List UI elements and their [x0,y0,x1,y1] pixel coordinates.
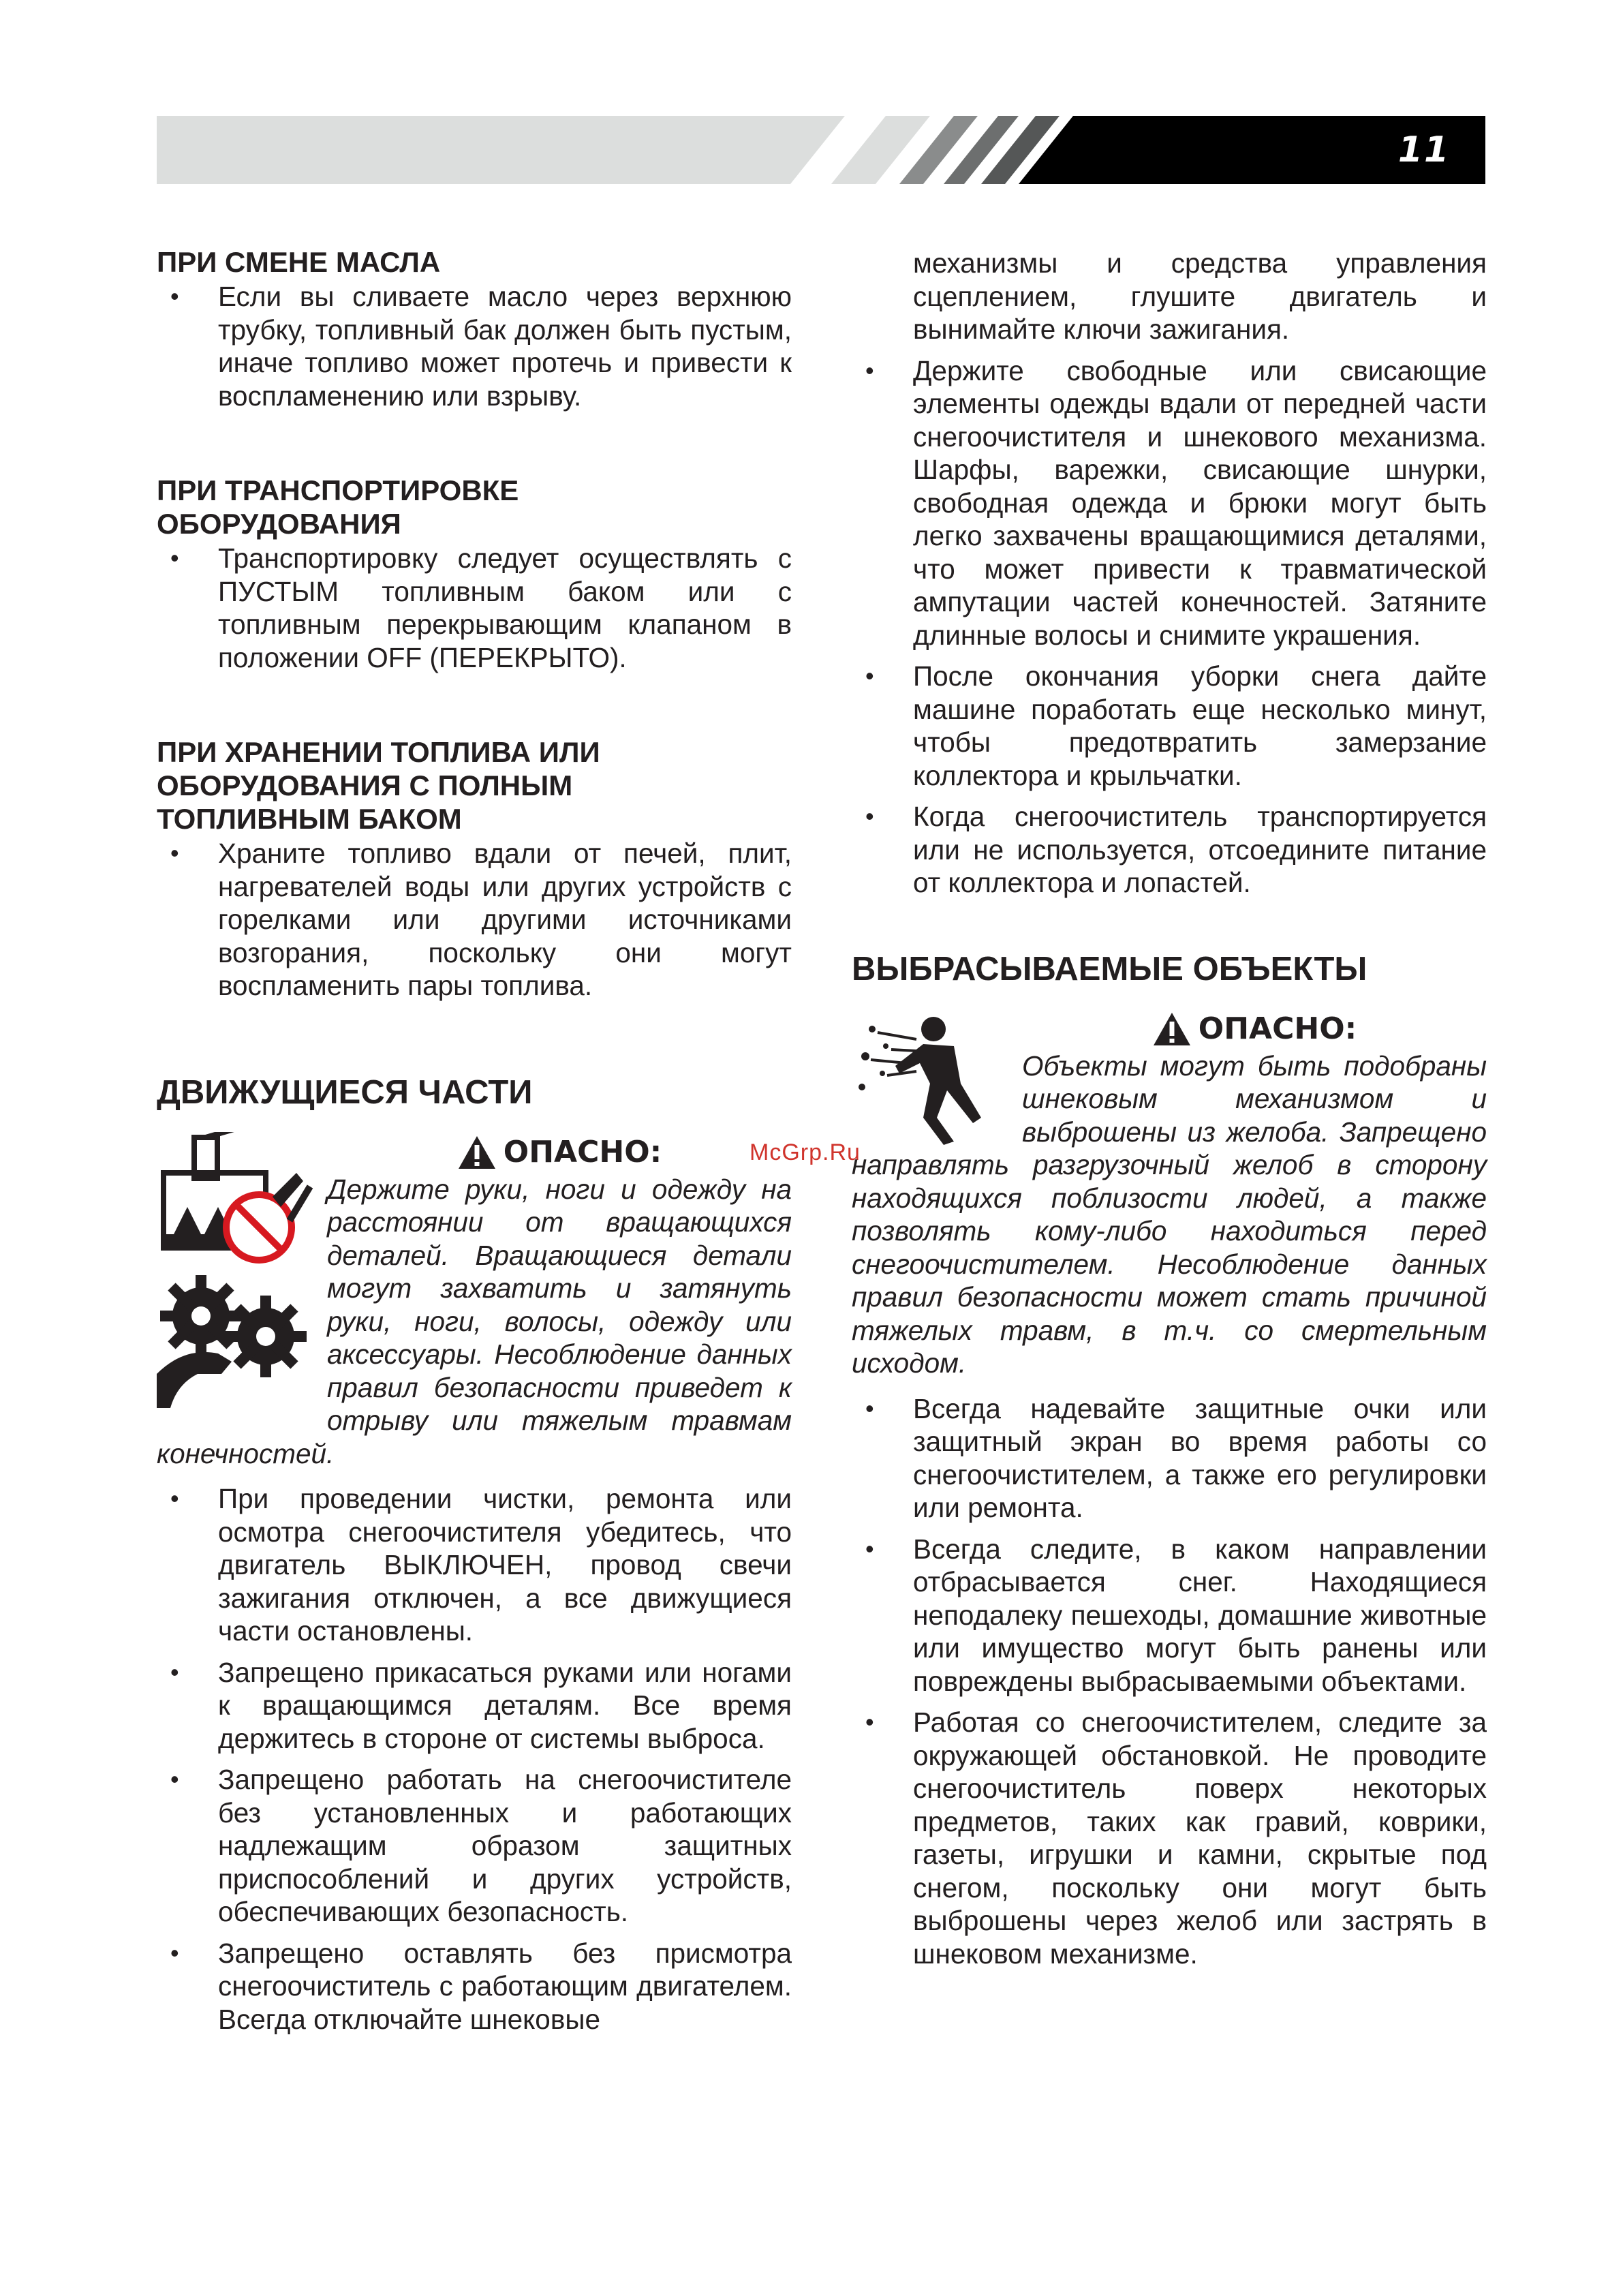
list-item: • Держите свободные или свисающие элементы одежды вдали от передней части снегоочистителя и шнекового механизма. Шарфы, варежки, свисающие шнурки, свободная одежда и брюки могут быть легко захвачены вращающимися деталями, что может привести к травматической ампутации частей конечностей. Затяните длинные волосы и снимите украшения. [852,354,1487,652]
list-item: • Если вы сливаете масло через верхнюю трубку, топливный бак должен быть пустым, иначе топливо может протечь и привести к воспламенению или взрыву. [157,280,792,412]
section-fuel-storage [157,735,792,1002]
list-item: • Запрещено прикасаться руками или ногами к вращающимся деталям. Все время держитесь в стороне от системы выброса. [157,1656,792,1756]
list-item: • При проведении чистки, ремонта или осмотра снегоочистителя убедитесь, что двигатель ВЫКЛЮЧЕН, провод свечи зажигания отключен, а все движущиеся части остановлены. [157,1482,792,1648]
warning-triangle-icon [457,1135,497,1170]
danger-icons [157,1132,313,1411]
list-item: механизмы и средства управления сцеплением, глушите двигатель и вынимайте ключи зажигания. [913,247,1487,345]
section-heading: ДВИЖУЩИЕСЯ ЧАСТИ [157,1073,533,1111]
danger-label: ОПАСНО: [503,1134,662,1169]
section-title-line: ТОПЛИВНЫМ БАКОМ [157,803,462,835]
bullet-list [157,1482,792,2036]
danger-text: Держите руки, ноги и одежду на расстоянии от вращающихся деталей. Вращающиеся детали могут захватить и затянуть руки, ноги, волосы, одежду или аксессуары. Несоблюдение данных правил безопасности приведет к отрыву или тяжелым травмам конечностей. [157,1173,792,1469]
watermark: McGrp.Ru [749,1139,861,1165]
list-item: • Запрещено оставлять без присмотра снегоочиститель с работающим двигателем. Всегда отключайте шнековые [157,1937,792,2036]
section-title-line: ОБОРУДОВАНИЯ С ПОЛНЫМ [157,769,573,801]
danger-header [1022,1009,1487,1050]
section-heading: ВЫБРАСЫВАЕМЫЕ ОБЪЕКТЫ [852,950,1367,988]
section-moving-parts [157,1072,792,2036]
list-item: • Транспортировку следует осуществлять с ПУСТЫМ топливным баком или с топливным перекрывающим клапаном в положении OFF (ПЕРЕКРЫТО). [157,542,792,674]
page-number: 11 [1397,129,1451,170]
bullet-list [852,1392,1487,1971]
section-title [157,735,792,836]
gear-hand-hazard-icon [157,1272,313,1408]
header-band [157,116,1485,184]
left-column [157,245,792,2044]
thrown-objects-hazard-icon [852,1009,1008,1145]
list-item: • Всегда следите, в каком направлении отбрасывается снег. Находящиеся неподалеку пешеходы, домашние животные или имущество могут быть ранены или повреждены выбрасываемыми объектами. [852,1533,1487,1698]
list-item: • После окончания уборки снега дайте машине поработать еще несколько минут, чтобы предотвратить замерзание коллектора и крыльчатки. [852,660,1487,792]
danger-icons [852,1009,1008,1148]
danger-notice [157,1132,792,1483]
list-item: • Запрещено работать на снегоочистителе без установленных и работающих надлежащим образом защитных приспособлений и других устройств, обеспечивающих безопасность. [157,1763,792,1929]
bullet-list [157,837,792,1002]
list-item: • Всегда надевайте защитные очки или защитный экран во время работы со снегоочистителем, а также его регулировки или ремонта. [852,1392,1487,1525]
right-column [852,247,1487,1978]
section-title-line: ОБОРУДОВАНИЯ [157,508,401,540]
section-title: ПРИ СМЕНЕ МАСЛА [157,246,441,278]
bullet-list [157,280,792,412]
section-oil-change [157,245,792,412]
section-title [157,474,792,540]
section-title-line: ПРИ ХРАНЕНИИ ТОПЛИВА ИЛИ [157,736,600,768]
danger-header [327,1132,792,1173]
section-title-line: ПРИ ТРАНСПОРТИРОВКЕ [157,474,519,506]
list-item: • Храните топливо вдали от печей, плит, нагревателей воды или других устройств с горелками или другими источниками возгорания, поскольку они могут воспламенить пары топлива. [157,837,792,1002]
danger-label: ОПАСНО: [1198,1011,1357,1046]
auger-hazard-icon [157,1132,313,1268]
list-item: • Работая со снегоочистителем, следите за окружающей обстановкой. Не проводите снегоочиститель поверх некоторых предметов, таких как гравий, коврики, газеты, игрушки и камни, скрытые под снегом, поскольку они могут быть выброшены через желоб или застрять в шнековом механизме. [852,1706,1487,1970]
bullet-list [852,247,1487,900]
warning-triangle-icon [1152,1011,1192,1047]
section-transport [157,474,792,674]
danger-text: Объекты могут быть подобраны шнековым механизмом и выброшены из желоба. Запрещено направлять разгрузочный желоб в сторону находящихся поблизости людей, а также позволять кому-либо находиться перед снегоочистителем. Несоблюдение данных правил безопасности может стать причиной тяжелых травм, в т.ч. со смертельным исходом. [852,1050,1487,1379]
bullet-list [157,542,792,674]
danger-notice [852,1009,1487,1392]
list-item: • Когда снегоочиститель транспортируется или не используется, отсоедините питание от коллектора и лопастей. [852,800,1487,900]
section-thrown-objects [852,949,1487,1971]
